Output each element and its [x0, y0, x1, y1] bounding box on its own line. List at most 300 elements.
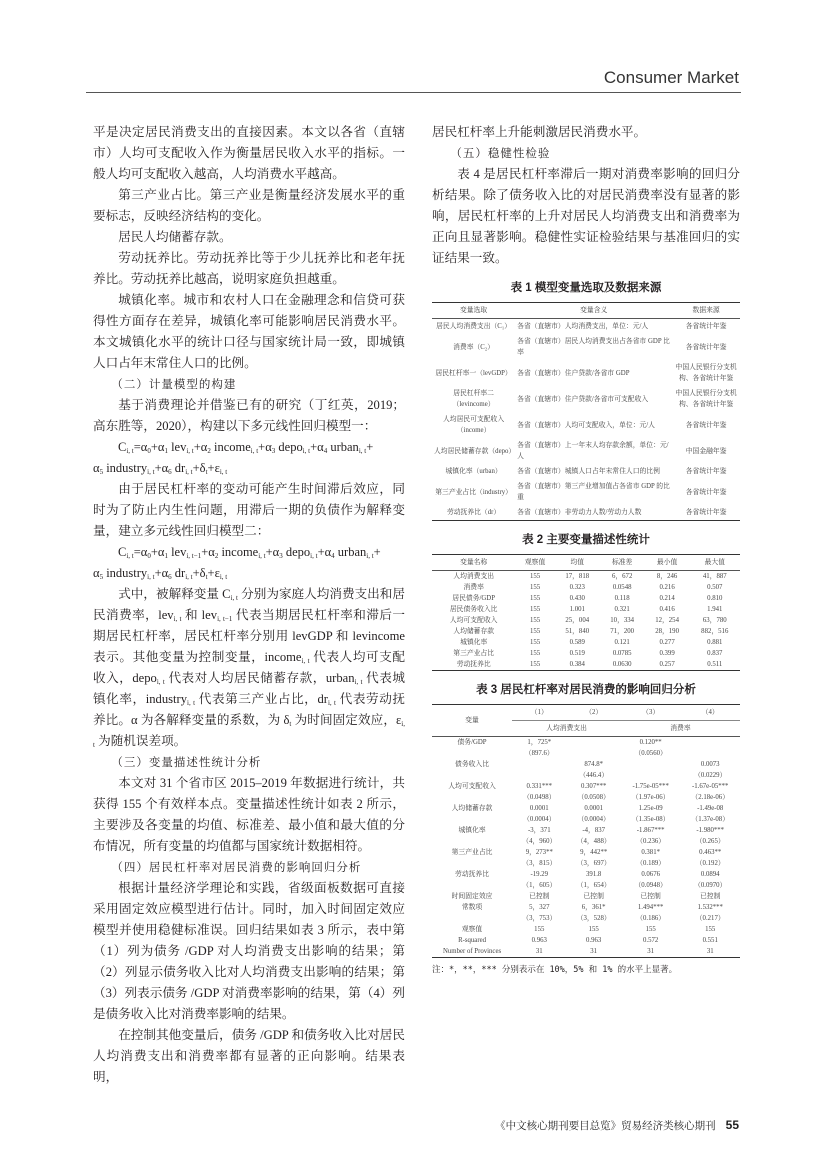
table-cell: R-squared	[458, 937, 486, 944]
subscript: 3	[271, 447, 276, 455]
section-heading	[93, 752, 405, 773]
equation	[93, 542, 405, 563]
table-cell: 居民人均消费支出（C₁）	[436, 323, 512, 330]
text-run: lev	[167, 440, 187, 454]
table-cell: （1.35e-08）	[631, 816, 670, 823]
table-row	[432, 814, 740, 825]
table-cell: （1.97e-06）	[631, 794, 670, 801]
table-cell: 0.507	[707, 584, 723, 591]
page-number: 55	[725, 1118, 739, 1132]
text-run: 在控制其他变量后，债务 /GDP 和债务收入比对居民人均消费支出和消费率都有显著的正向影响。结果表明，	[93, 1028, 405, 1084]
paragraph	[93, 479, 405, 542]
table-row	[432, 648, 740, 659]
table-row	[432, 946, 740, 958]
table-cell: 9，273**	[525, 849, 553, 856]
paragraph	[432, 122, 740, 143]
table-cell: 31	[706, 948, 714, 955]
text-run: +α	[154, 461, 169, 475]
table-row	[432, 891, 740, 902]
equation	[93, 437, 405, 458]
table-cell: 31	[590, 948, 598, 955]
subscript: 1	[164, 552, 168, 560]
table-row	[432, 935, 740, 946]
table-row	[432, 803, 740, 814]
table-cell: 0.323	[569, 584, 585, 591]
table-cell: 已控制	[529, 893, 550, 900]
table-row	[432, 748, 740, 759]
column-header: 变量选取	[432, 303, 515, 319]
table-cell: -4，837	[582, 827, 606, 834]
table-cell: （0.0004）	[577, 816, 610, 823]
table-cell: （4，488）	[576, 838, 611, 845]
table-cell: 各省统计年鉴	[685, 488, 727, 496]
subscript: i, t	[185, 573, 193, 581]
subscript: i, t	[301, 657, 310, 665]
section-heading	[93, 374, 405, 395]
table-row	[432, 464, 740, 479]
table-cell: （0.189）	[636, 860, 666, 867]
equation	[93, 563, 405, 584]
table-row	[432, 615, 740, 626]
subscript: i, t	[186, 447, 194, 455]
table-cell: 155	[588, 926, 599, 933]
table-cell: -19.29	[530, 871, 549, 878]
table-cell	[566, 748, 620, 759]
table-cell: -1.867***	[636, 827, 665, 834]
table-cell: （1，654）	[576, 882, 611, 889]
table-cell: 10，334	[610, 617, 635, 624]
subscript: 2	[214, 552, 219, 560]
table3-title: 表 3 居民杠杆率对居民消费的影响回归分析	[476, 684, 696, 696]
table-cell: 债务/GDP	[457, 739, 487, 746]
table-cell: 0.399	[659, 650, 675, 657]
table-cell: 中国金融年鉴	[685, 447, 727, 455]
table-cell: 劳动抚养比	[456, 661, 491, 668]
table-row	[432, 334, 740, 360]
table-cell	[512, 770, 566, 781]
table-cell: 各省统计年鉴	[685, 468, 727, 475]
text-run: +α	[317, 545, 332, 559]
table-cell: 1.494***	[637, 904, 664, 911]
table-cell: （2.18e-06）	[691, 794, 729, 801]
text-run: =α	[133, 440, 148, 454]
subscript: 6	[168, 573, 172, 581]
table-cell: 第三产业占比	[453, 650, 495, 657]
table-cell: 31	[647, 948, 655, 955]
table-cell: 第三产业占比（industry）	[435, 488, 512, 496]
table-cell: 5，327	[529, 904, 550, 911]
table-cell: 1，725*	[527, 739, 552, 746]
table-cell: 各省统计年鉴	[685, 421, 727, 429]
column-group-header: 人均消费支出	[512, 721, 621, 737]
column-header: 最大值	[690, 555, 740, 571]
text-run: α	[93, 566, 100, 580]
table-cell: 155	[529, 606, 541, 613]
subscript: i, t−1	[186, 552, 202, 560]
text-run: industry	[103, 566, 148, 580]
table-row	[432, 836, 740, 847]
column-header: 变量	[432, 705, 512, 737]
table-cell: 中国人民银行分支机构、各省统计年鉴	[675, 364, 737, 382]
text-run: +α	[258, 440, 272, 454]
text-run: +α	[193, 440, 208, 454]
text-run: α	[93, 461, 100, 475]
text-run: +δ	[192, 566, 206, 580]
table-cell: 各省（直辖市）人均可支配收入，单位：元/人	[517, 421, 655, 429]
subscript: 5	[99, 573, 104, 581]
table-cell: （0.0508）	[577, 794, 610, 801]
table-cell: 0.0785	[612, 650, 632, 657]
table-cell: 155	[705, 926, 716, 933]
table-cell: 8，246	[656, 573, 678, 580]
column-header: 变量含义	[515, 303, 672, 319]
text-run: dr	[171, 461, 186, 475]
table-cell: 0.214	[659, 595, 675, 602]
table-cell: 人均居民可支配收入（income）	[442, 416, 505, 434]
table-cell: （1，605）	[522, 882, 557, 889]
table-cell: 0.519	[569, 650, 585, 657]
table-cell: 71，200	[610, 628, 635, 635]
table-cell: 时间固定效应	[451, 893, 493, 900]
table-cell: （0.186）	[636, 915, 666, 922]
table2	[432, 554, 740, 671]
table-cell	[432, 748, 512, 759]
table-cell: 0.0548	[612, 584, 632, 591]
subscript: i, t	[354, 678, 363, 686]
table-row	[432, 913, 740, 924]
table-row	[432, 582, 740, 593]
text-run: （三）变量描述性统计分析	[111, 755, 262, 769]
table-cell: 城镇化率	[458, 827, 486, 834]
text-run: 表 4 是居民杠杆率滞后一期对消费率影响的回归分析结果。除了债务收入比的对居民消费率没有显著的影响，居民杠杆率的上升对居民人均消费支出和消费率为正向且显著影响。稳健性实证检验结果与基准回归的实证结果一致。	[432, 167, 740, 265]
text-run: 城镇化率。城市和农村人口在金融理念和信贷可获得性方面存在差异，城镇化率可能影响居民消费水平。本文城镇化水平的统计口径与国家统计局一致，即城镇人口占年末常住人口的比例。	[93, 293, 405, 370]
table-row	[432, 438, 740, 464]
table-cell: 各省（直辖市）居民人均消费支出占各省市 GDP 比率	[517, 338, 670, 356]
table-cell: 0.589	[569, 639, 585, 646]
subscript: 3	[279, 552, 283, 560]
paragraph	[93, 1025, 405, 1088]
table-cell: 人均消费支出	[453, 573, 495, 580]
table-cell: 已控制	[700, 893, 721, 900]
table1	[432, 302, 740, 521]
text-run: +	[366, 440, 374, 454]
table-row	[432, 737, 740, 749]
table-cell: （0.0948）	[634, 882, 667, 889]
table-cell: 25，004	[565, 617, 590, 624]
subscript: 4	[331, 552, 335, 560]
table-row	[432, 880, 740, 891]
table-cell: 0.0001	[529, 805, 549, 812]
column-header: 标准差	[600, 555, 645, 571]
text-run: 基于消费理论并借鉴已有的研究（丁红英，2019；高东胜等，2020），构建以下多元线性回归模型一：	[93, 398, 405, 433]
table-cell: 0.881	[707, 639, 723, 646]
text-run: 平是决定居民消费支出的直接因素。本文以各省（直辖市）人均可支配收入作为衡量居民收入水平的指标。一般人均可支配收入越高，人均消费水平越高。	[93, 125, 405, 181]
table-cell	[432, 814, 512, 825]
subscript: t	[205, 573, 208, 581]
subscript: i, t−1	[217, 615, 233, 623]
table-cell: -1.75e-05***	[632, 783, 669, 790]
table-cell: （3，528）	[576, 915, 611, 922]
table2-title: 表 2 主要变量描述性统计	[522, 534, 650, 546]
right-text	[432, 122, 740, 269]
left-column	[93, 122, 405, 1088]
table-cell: 中国人民银行分支机构、各省统计年鉴	[675, 390, 737, 408]
table-cell: （1.37e-08）	[691, 816, 729, 823]
text-run: 代表第三产业占比，dr	[195, 692, 328, 706]
table-cell: （4，960）	[522, 838, 557, 845]
text-run: +δ	[192, 461, 206, 475]
table1-title: 表 1 模型变量选取及数据来源	[510, 282, 662, 294]
table-cell: 0.277	[659, 639, 675, 646]
text-run: +	[373, 545, 381, 559]
table-row	[432, 924, 740, 935]
table-row	[432, 770, 740, 781]
column-header: 均值	[555, 555, 600, 571]
column-header: 变量名称	[432, 555, 515, 571]
table-row	[432, 902, 740, 913]
table-cell: 人均储蓄存款	[453, 628, 495, 635]
text-run: +α	[265, 545, 280, 559]
table-cell: 1.532***	[697, 904, 723, 911]
table-cell: 债务收入比	[455, 761, 490, 768]
table-cell: 0.120**	[639, 739, 662, 746]
text-run: C	[118, 545, 127, 559]
table-cell: （3，753）	[522, 915, 557, 922]
table-cell: 51，840	[565, 628, 590, 635]
table-cell	[432, 858, 512, 869]
table-cell: 0.430	[569, 595, 585, 602]
table-cell	[432, 913, 512, 924]
table-cell: 各省统计年鉴	[685, 343, 727, 351]
table-row	[432, 593, 740, 604]
subscript: i, t	[219, 573, 228, 581]
table3	[432, 704, 740, 958]
column-header: （4）	[680, 705, 740, 721]
column-header: （1）	[512, 705, 566, 721]
text-run: （五）稳健性检验	[450, 146, 551, 160]
table-row	[432, 659, 740, 671]
subscript: i, t	[185, 468, 193, 476]
table-cell: 人均可支配收入	[449, 617, 498, 624]
table-row	[432, 637, 740, 648]
paragraph	[93, 248, 405, 290]
table-row	[432, 360, 740, 386]
table-cell: 各省（直辖市）上一年末人均存款余额，单位：元/人	[517, 442, 669, 460]
table-row	[432, 792, 740, 803]
table-cell	[680, 748, 740, 759]
table-cell: 劳动抚养比（dr）	[446, 509, 501, 516]
journal-name: 《中文核心期刊要目总览》贸易经济类核心期刊	[495, 1120, 716, 1132]
text-run: 分别为家庭人均消费支出和居民消费率，lev	[93, 587, 405, 622]
table-cell: 155	[529, 639, 541, 646]
header-divider	[86, 92, 741, 93]
text-run: 由于居民杠杆率的变动可能产生时间滞后效应，同时为了防止内生性问题，用滞后一期的负债作为解释变量，建立多元线性回归模型二：	[93, 482, 405, 538]
text-run: 第三产业占比。第三产业是衡量经济发展水平的重要标志，反映经济结构的变化。	[93, 188, 405, 223]
subscript: i, t	[156, 678, 165, 686]
table-cell: 0.331***	[526, 783, 553, 790]
equation	[93, 458, 405, 479]
table-cell: 0.551	[702, 937, 718, 944]
table-row	[432, 479, 740, 505]
table-cell: 0.511	[707, 661, 723, 668]
table-cell: （0.236）	[636, 838, 666, 845]
table-cell: 63，780	[702, 617, 727, 624]
table-cell: （446.4）	[579, 772, 609, 779]
column-header: （2）	[566, 705, 620, 721]
table-row	[432, 847, 740, 858]
table-cell: 28，190	[655, 628, 679, 635]
table-cell: 人均居民储蓄存款（depo）	[434, 447, 516, 455]
table-cell: 常数项	[461, 904, 483, 911]
table-cell: （0.0970）	[694, 882, 727, 889]
table-cell: 1.25e-09	[638, 805, 663, 812]
table-cell: （0.0498）	[523, 794, 556, 801]
table-cell: 各省（直辖市）第三产业增加值占各省市 GDP 的比重	[517, 483, 670, 501]
subscript: i, t	[126, 552, 134, 560]
text-run: depo	[275, 440, 303, 454]
paragraph	[93, 395, 405, 437]
table-row	[432, 571, 740, 583]
table-cell: 0.121	[614, 639, 630, 646]
table-row	[432, 781, 740, 792]
table-cell: 1.941	[707, 606, 723, 613]
section-heading	[432, 143, 740, 164]
text-run: 式中，被解释变量 C	[118, 587, 231, 601]
subscript: i, t	[187, 699, 196, 707]
table-cell: 155	[529, 584, 541, 591]
table-cell	[432, 770, 512, 781]
right-column	[432, 122, 740, 976]
text-run: 代表对人均居民储蓄存款，urban	[164, 671, 355, 685]
text-run: +α	[154, 566, 169, 580]
subscript: t	[205, 468, 208, 476]
table-cell: 已控制	[640, 893, 661, 900]
column-header: 数据来源	[672, 303, 740, 319]
table-cell: 391.8	[586, 871, 602, 878]
subscript: 4	[323, 447, 328, 455]
table-cell: （3，697）	[576, 860, 611, 867]
table-cell: 17，818	[565, 573, 590, 580]
table-cell: 消费率（C₂）	[453, 343, 495, 351]
table-row	[432, 869, 740, 880]
column-header: 最小值	[645, 555, 690, 571]
subscript: i, t	[302, 447, 311, 455]
subscript: i, t	[93, 720, 405, 749]
table-cell: 155	[529, 628, 541, 635]
table-cell: 31	[535, 948, 543, 955]
table-cell: 6，672	[611, 573, 633, 580]
text-run: 居民杠杆率上升能刺激居民消费水平。	[432, 125, 647, 139]
text-run: 为随机误差项。	[94, 734, 187, 748]
subscript: i, t	[219, 468, 228, 476]
table-cell: 劳动抚养比	[455, 871, 490, 878]
section-heading	[93, 857, 405, 878]
subscript: i, t	[230, 594, 238, 602]
text-run: 劳动抚养比。劳动抚养比等于少儿抚养比和老年抚养比。劳动抚养比越高，说明家庭负担越重。	[93, 251, 405, 286]
table-cell: 人均储蓄存款	[451, 805, 493, 812]
paragraph	[432, 164, 740, 269]
table-row	[432, 319, 740, 335]
table-cell: 各省统计年鉴	[685, 323, 727, 330]
table-cell: （3，815）	[522, 860, 557, 867]
text-run: 为时间固定效应，ε	[291, 713, 402, 727]
table-cell: 居民杠杆率二（levincome）	[452, 390, 495, 408]
text-run: 代表城镇化率，industry	[93, 671, 405, 706]
table-cell: 0.463**	[699, 849, 722, 856]
table-cell: 155	[529, 617, 541, 624]
text-run: urban	[334, 545, 367, 559]
paragraph	[93, 584, 405, 752]
text-run: 和 lev	[181, 608, 218, 622]
table-cell: 各省统计年鉴	[685, 509, 727, 516]
table-cell: 0.0073	[700, 761, 720, 768]
table-row	[432, 505, 740, 521]
table-cell	[432, 792, 512, 803]
text-run: +ε	[207, 566, 220, 580]
text-run: =α	[133, 545, 148, 559]
table-cell: -1.980***	[696, 827, 725, 834]
table-cell: 城镇化率	[460, 639, 488, 646]
text-run: （四）居民杠杆率对居民消费的影响回归分析	[111, 860, 362, 874]
subscript: i, t	[310, 552, 318, 560]
table-cell: 各省（直辖市）人均消费支出，单位：元/人	[517, 323, 649, 330]
subscript: i, t	[173, 615, 182, 623]
table-cell: 155	[529, 595, 541, 602]
subscript: 2	[207, 447, 211, 455]
table-cell	[512, 759, 566, 770]
column-header: （3）	[621, 705, 681, 721]
column-header: 观察值	[515, 555, 554, 571]
paragraph	[93, 227, 405, 248]
table-cell: 0.963	[586, 937, 602, 944]
table-cell: 155	[534, 926, 545, 933]
text-run: industry	[103, 461, 148, 475]
paragraph	[93, 290, 405, 374]
text-run: （二）计量模型的构建	[111, 377, 237, 391]
table-row	[432, 386, 740, 412]
subscript: i, t	[258, 552, 266, 560]
paragraph	[93, 878, 405, 1025]
table-cell: （0.217）	[695, 915, 725, 922]
subscript: 6	[168, 468, 172, 476]
table-cell: 882，516	[701, 628, 729, 635]
table-cell: （0.192）	[695, 860, 725, 867]
subscript: 0	[147, 552, 151, 560]
table-cell: 0.810	[707, 595, 723, 602]
subscript: i, t	[147, 468, 155, 476]
column-group-header: 消费率	[621, 721, 740, 737]
table-cell: 各省（直辖市）住户贷款/各省市可支配收入	[517, 395, 649, 403]
table-row	[432, 858, 740, 869]
table-cell: 居民杠杆率一（levGDP）	[435, 369, 512, 377]
table-cell	[621, 759, 681, 770]
table-cell: 各省（直辖市）非劳动力人数/劳动力人数	[517, 509, 642, 516]
table-cell: 874.8*	[584, 761, 604, 768]
table-cell: 观察值	[461, 926, 483, 933]
table3-note: 注：*，**，*** 分别表示在 10%，5% 和 1% 的水平上显著。	[432, 965, 678, 975]
table-cell: 人均可支配收入	[448, 783, 496, 790]
table-cell: 0.572	[643, 937, 659, 944]
table-cell: 0.118	[614, 595, 630, 602]
table-cell	[432, 880, 512, 891]
table-cell: 城镇化率（urban）	[445, 468, 502, 475]
table-cell: -3，371	[527, 827, 551, 834]
paragraph	[93, 773, 405, 857]
table-cell: 消费率	[463, 584, 484, 591]
text-run: 居民人均储蓄存款。	[118, 230, 232, 244]
text-run: income	[210, 440, 251, 454]
subscript: i, t	[250, 447, 259, 455]
